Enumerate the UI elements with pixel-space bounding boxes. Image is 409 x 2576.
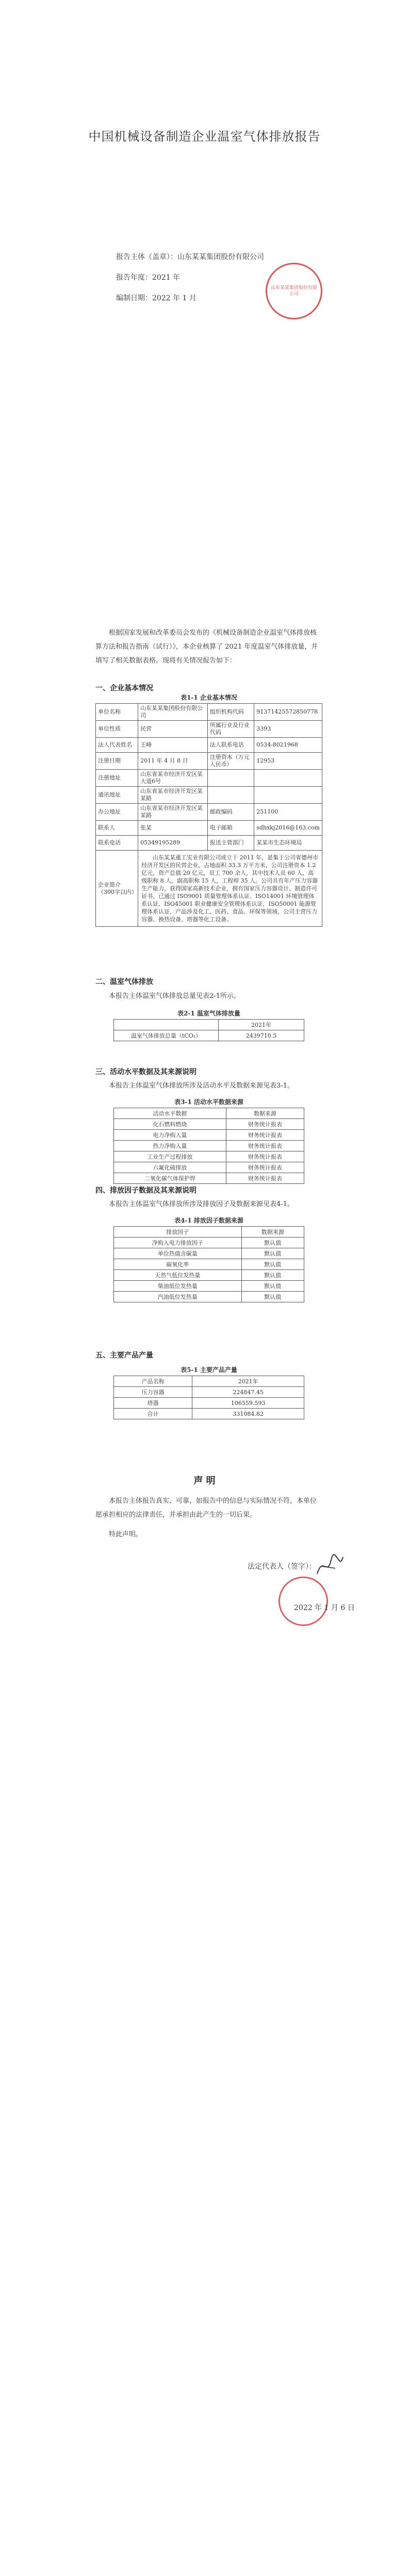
- info-value: 民营: [138, 721, 208, 738]
- declaration-body: 本报告主体报告真实、可靠，如报告中的信息与实际情况不符，本单位愿承担相应的法律责任，并承担由此产生的一切后果。: [95, 1497, 317, 1519]
- reporter-line: [116, 251, 264, 262]
- handwritten-signature-icon: [315, 1551, 346, 1582]
- table-cell: 塔器: [114, 1398, 192, 1409]
- table-cell: 化石燃料燃烧: [114, 1119, 226, 1130]
- company-seal: [266, 263, 322, 319]
- table-row: [96, 836, 322, 851]
- section-3-heading: 三、活动水平数据及其来源说明: [95, 1068, 197, 1076]
- table-row: [96, 753, 322, 770]
- table-cell: 工业生产过程排放: [114, 1151, 226, 1162]
- table-cell: 默认值: [241, 1281, 304, 1292]
- table-cell: 默认值: [241, 1270, 304, 1281]
- info-key: 组织机构代码: [207, 704, 254, 721]
- info-key: 办公地址: [96, 804, 138, 821]
- info-key: [207, 770, 254, 787]
- table-row: [114, 1398, 304, 1409]
- table-cell: 财务统计报表: [226, 1162, 304, 1173]
- info-key: 所属行业及行业代码: [207, 721, 254, 738]
- table-row: [96, 704, 322, 721]
- table-cell: 合计: [114, 1409, 192, 1419]
- info-key: 法人联系电话: [207, 738, 254, 753]
- table-cell: 默认值: [241, 1259, 304, 1270]
- reporter-label: 报告主体（盖章）：: [116, 253, 177, 261]
- table-cell: 电力净购入量: [114, 1130, 226, 1141]
- info-key: 注册地址: [96, 770, 138, 787]
- table-row: [96, 770, 322, 787]
- table-row: [114, 1270, 304, 1281]
- table-row: [114, 1108, 304, 1119]
- info-key: 通讯地址: [96, 787, 138, 804]
- table-cell: 默认值: [241, 1238, 304, 1248]
- table-2-1-caption: 表2-1 温室气体排放量: [177, 1010, 240, 1017]
- info-value: sdhxkj2016@163.com: [254, 821, 322, 836]
- section-5-heading: 五、主要产品产量: [95, 1351, 153, 1360]
- table-cell: 天然气低位发热量: [114, 1270, 242, 1281]
- info-key: 联系人: [96, 821, 138, 836]
- table-row: [114, 1227, 304, 1238]
- info-value: 3393: [254, 721, 322, 738]
- table-cell: 331084.82: [192, 1409, 304, 1419]
- year-label: 报告年度：: [116, 274, 152, 282]
- info-value: 12953: [254, 753, 322, 770]
- info-key: 注册资本（万元人民币）: [207, 753, 254, 770]
- info-value: 251100: [254, 804, 322, 821]
- table-cell: 碳氧化率: [114, 1259, 242, 1270]
- table-header: 数据来源: [226, 1108, 304, 1119]
- table-cell: 压力容器: [114, 1387, 192, 1398]
- table-row: [114, 1248, 304, 1259]
- info-value: [254, 787, 322, 804]
- table-row: [114, 1141, 304, 1151]
- date-label: 编制日期：: [116, 294, 152, 302]
- table-row: [114, 1020, 304, 1030]
- table-row: [96, 804, 322, 821]
- emissions-row-value: 2439710.5: [218, 1030, 304, 1041]
- section-2-heading: 二、温室气体排放: [95, 978, 153, 986]
- table-row: [96, 821, 322, 836]
- table-row: [114, 1173, 304, 1184]
- declaration-special: 特此声明。: [109, 1531, 143, 1538]
- table-cell: 默认值: [241, 1248, 304, 1259]
- declaration-stamp: [279, 1577, 328, 1626]
- info-value: 山东省某市经济开发区某某路: [138, 804, 208, 821]
- legal-rep-sign-label: 法定代表人（签字）：: [248, 1563, 316, 1571]
- section-4-heading: 四、排放因子数据及其来源说明: [95, 1187, 197, 1195]
- profile-text: 山东某某重工实业有限公司成立于 2011 年，是集于公司省德州市经济开发区的民营企业，占地面积 33.3 万平方米，公司注册资本 1.2 亿元，资产总值 20 亿元，员工 700 余人，其中技术人员 60 人，高级职称 8 人，副高职称 15 人，工程师 35 人。公司具有年产压力容器生产能力，获得国家高新技术企业，拥有国家压力容器设计、制造许可证书，已通过 ISO9001 质量管理体系认证、ISO14001 环境管理体系认证、ISO45001 职业健康安全管理体系认证，ISO50001 能源管理体系认证，产品涉及化工、医药、食品、环保等领域，公司主营压力容器、换热设备、塔器等化工设备。: [138, 851, 322, 927]
- declaration-date: 2022 年 1 月 6 日: [294, 1604, 355, 1612]
- table-row: [114, 1151, 304, 1162]
- reporter-value: 山东某某集团股份有限公司: [177, 253, 264, 261]
- info-key: 注册日期: [96, 753, 138, 770]
- table-cell: 106559.593: [192, 1398, 304, 1409]
- table-3-1-caption: 表3-1 活动水平数据来源: [174, 1098, 243, 1106]
- table-row: [114, 1030, 304, 1041]
- table-row: [96, 738, 322, 753]
- table-cell: [114, 1020, 219, 1030]
- info-value: 山东省某市经济开发区某大道6号: [138, 770, 208, 787]
- info-value: 山东省某市经济开发区某某路: [138, 787, 208, 804]
- product-output-table: [113, 1376, 304, 1419]
- table-row: [114, 1281, 304, 1292]
- table-row: [114, 1409, 304, 1419]
- section-3-paragraph: 本报告主体温室气体排放所涉及活动水平及数据来源见表3-1。: [109, 1082, 294, 1090]
- table-cell: 224847.45: [192, 1387, 304, 1398]
- activity-data-table: [113, 1108, 304, 1184]
- seal-text: 山东某某集团股份有限公司: [270, 285, 317, 297]
- year-line: [116, 272, 180, 282]
- table-5-1-caption: 表5-1 主要产品产量: [181, 1366, 237, 1374]
- year-value: 2021 年: [152, 274, 181, 282]
- info-value: 某某市生态环境局: [254, 836, 322, 851]
- table-cell: 热力净购入量: [114, 1141, 226, 1151]
- intro-paragraph: 根据国家发展和改革委员会发布的《机械设备制造企业温室气体排放核算方法和报告指南（试行）》，本企业核算了 2021 年度温室气体排放量，并填写了相关数据表格。现将有关情况报告如下：: [95, 629, 318, 665]
- emissions-table: [113, 1019, 304, 1041]
- table-cell: 财务统计报表: [226, 1173, 304, 1184]
- table-header-year: 2021年: [218, 1020, 304, 1030]
- info-value: 张某: [138, 821, 208, 836]
- table-cell: 财务统计报表: [226, 1151, 304, 1162]
- table-row: [96, 851, 322, 927]
- table-1-1-caption: 表1-1 企业基本情况: [181, 694, 237, 701]
- table-header: 2021年: [192, 1376, 304, 1387]
- table-cell: 净购入电力排放因子: [114, 1238, 242, 1248]
- table-row: [114, 1259, 304, 1270]
- table-row: [114, 1162, 304, 1173]
- table-row: [114, 1387, 304, 1398]
- report-title: 中国机械设备制造企业温室气体排放报告: [88, 129, 321, 144]
- info-key: 单位性质: [96, 721, 138, 738]
- info-key: 电子邮箱: [207, 821, 254, 836]
- section-2-paragraph: 本报告主体温室气体排放总量见表2-1所示。: [109, 992, 240, 1000]
- table-cell: 财务统计报表: [226, 1119, 304, 1130]
- table-cell: 六氟化硫排放: [114, 1162, 226, 1173]
- table-cell: 二氧化碳气体保护焊: [114, 1173, 226, 1184]
- info-key: 报送主管部门: [207, 836, 254, 851]
- table-row: [114, 1130, 304, 1141]
- table-4-1-caption: 表4-1 排放因子数据来源: [174, 1217, 243, 1224]
- info-key: 单位名称: [96, 704, 138, 721]
- table-cell: 汽油低位发热量: [114, 1292, 242, 1302]
- table-row: [96, 721, 322, 738]
- section-1-heading: 一、企业基本情况: [95, 684, 153, 692]
- table-row: [114, 1292, 304, 1302]
- table-row: [114, 1119, 304, 1130]
- declaration-heading: 声 明: [193, 1476, 216, 1486]
- table-row: [96, 787, 322, 804]
- profile-label: 企业简介（300字以内）: [96, 851, 138, 927]
- info-key: 法人代表姓名: [96, 738, 138, 753]
- table-cell: 财务统计报表: [226, 1130, 304, 1141]
- table-header: 活动水平数据: [114, 1108, 226, 1119]
- company-info-table: [95, 703, 322, 927]
- table-cell: 默认值: [241, 1292, 304, 1302]
- table-header: 排放因子: [114, 1227, 242, 1238]
- info-value: 山东某某集团股份有限公司: [138, 704, 208, 721]
- section-4-paragraph: 本报告主体温室气体排放所涉及排放因子及数据来源见表4-1。: [109, 1200, 294, 1208]
- date-line: [116, 293, 197, 303]
- info-value: 05349195289: [138, 836, 208, 851]
- table-header: 数据来源: [241, 1227, 304, 1238]
- info-value: 91371425572850778: [254, 704, 322, 721]
- emission-factor-table: [113, 1226, 304, 1302]
- table-cell: 单位热值含碳量: [114, 1248, 242, 1259]
- date-value: 2022 年 1 月: [152, 294, 197, 302]
- info-key: 联系电话: [96, 836, 138, 851]
- table-header: 产品名称: [114, 1376, 192, 1387]
- emissions-row-label: 温室气体排放总量（tCO₂）: [114, 1030, 219, 1041]
- table-row: [114, 1376, 304, 1387]
- info-value: 2011 年 4 月 8 日: [138, 753, 208, 770]
- table-row: [114, 1238, 304, 1248]
- table-cell: 柴油低位发热量: [114, 1281, 242, 1292]
- info-value: 王峰: [138, 738, 208, 753]
- table-cell: 财务统计报表: [226, 1141, 304, 1151]
- info-value: [254, 770, 322, 787]
- info-value: 0534-8021968: [254, 738, 322, 753]
- info-key: 邮政编码: [207, 804, 254, 821]
- info-key: [207, 787, 254, 804]
